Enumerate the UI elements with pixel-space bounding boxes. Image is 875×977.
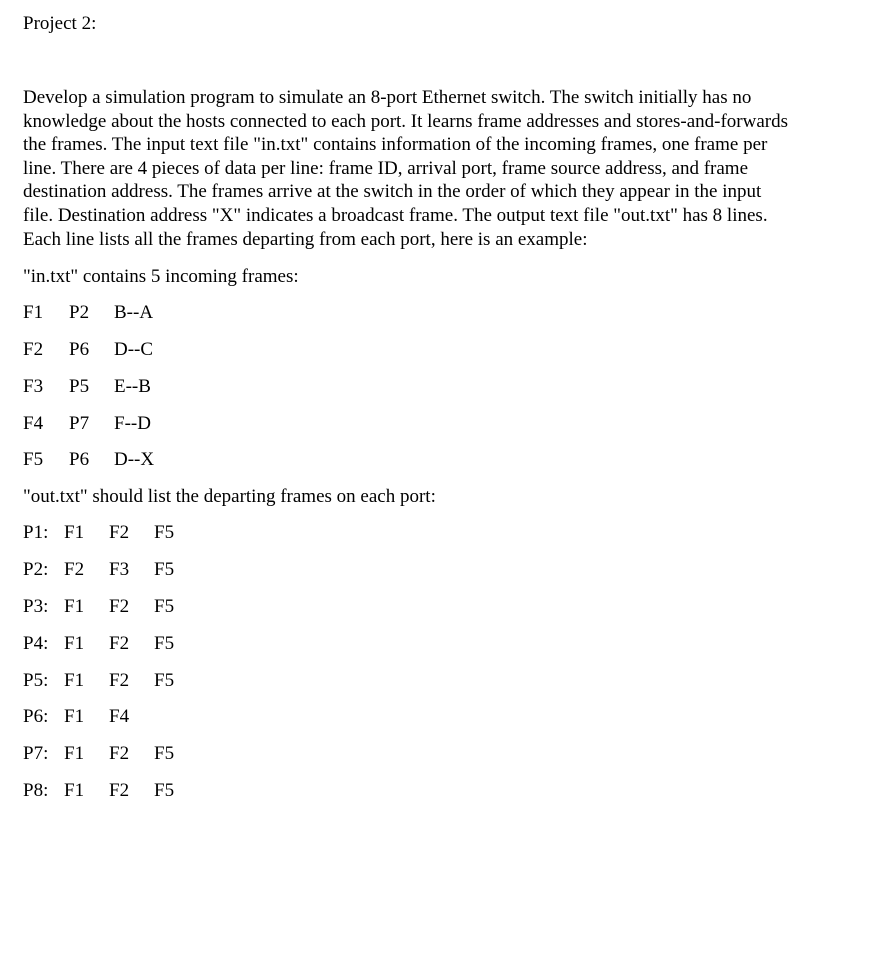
arrival-port: P7 [69, 412, 90, 434]
departing-frame: F1 [64, 522, 85, 544]
departing-frame: F5 [154, 595, 175, 617]
departing-frame: F5 [154, 522, 175, 544]
input-caption: "in.txt" contains 5 incoming frames: [23, 266, 299, 288]
departing-frame: F5 [154, 779, 175, 801]
input-frame-row [23, 301, 793, 325]
frame-addresses: B--A [114, 302, 154, 324]
departing-frame: F4 [109, 706, 130, 728]
input-frame-row [23, 375, 793, 399]
departing-frame: F2 [109, 743, 130, 765]
output-port-list [23, 521, 793, 803]
port-label: P5: [23, 669, 49, 691]
arrival-port: P6 [69, 449, 90, 471]
input-frame-row [23, 338, 793, 362]
output-port-row [23, 705, 793, 729]
departing-frame: F2 [109, 779, 130, 801]
frame-id: F2 [23, 338, 44, 360]
input-frame-list [23, 301, 793, 472]
input-frame-row [23, 412, 793, 436]
intro-paragraph: Develop a simulation program to simulate an 8-port Ethernet switch. The switch initially has no knowledge about the hosts connected to each port. It learns frame addresses and stores-and-forwards the frames. The input text file "in.txt" contains information of the incoming frames, one frame per line. There are 4 pieces of data per line: frame ID, arrival port, frame source address, and frame destination address. The frames arrive at the switch in the order of which they appear in the input file. Destination address "X" indicates a broadcast frame. The output text file "out.txt" has 8 lines. Each line lists all the frames departing from each port, here is an example: [23, 87, 789, 250]
arrival-port: P6 [69, 338, 90, 360]
input-frame-row [23, 448, 793, 472]
port-label: P2: [23, 559, 49, 581]
frame-id: F3 [23, 375, 44, 397]
port-label: P8: [23, 779, 49, 801]
output-port-row [23, 669, 793, 693]
output-port-row [23, 742, 793, 766]
port-label: P7: [23, 743, 49, 765]
departing-frame: F2 [64, 559, 85, 581]
departing-frame: F1 [64, 669, 85, 691]
port-label: P3: [23, 595, 49, 617]
port-label: P1: [23, 522, 49, 544]
arrival-port: P5 [69, 375, 90, 397]
output-port-row [23, 779, 793, 803]
output-port-row [23, 558, 793, 582]
output-caption: "out.txt" should list the departing frames on each port: [23, 486, 436, 508]
departing-frame: F5 [154, 669, 175, 691]
port-label: P6: [23, 706, 49, 728]
departing-frame: F2 [109, 595, 130, 617]
departing-frame: F3 [109, 559, 130, 581]
departing-frame: F2 [109, 669, 130, 691]
departing-frame: F1 [64, 779, 85, 801]
frame-addresses: D--C [114, 338, 154, 360]
departing-frame: F1 [64, 632, 85, 654]
departing-frame: F1 [64, 743, 85, 765]
departing-frame: F1 [64, 595, 85, 617]
output-port-row [23, 595, 793, 619]
departing-frame: F2 [109, 522, 130, 544]
departing-frame: F1 [64, 706, 85, 728]
frame-addresses: D--X [114, 449, 155, 471]
frame-id: F4 [23, 412, 44, 434]
output-port-row [23, 632, 793, 656]
document-page [23, 12, 793, 803]
departing-frame: F5 [154, 559, 175, 581]
page-title: Project 2: [23, 13, 97, 34]
output-port-row [23, 521, 793, 545]
arrival-port: P2 [69, 302, 90, 324]
departing-frame: F5 [154, 743, 175, 765]
frame-addresses: F--D [114, 412, 151, 434]
departing-frame: F5 [154, 632, 175, 654]
frame-id: F1 [23, 302, 44, 324]
frame-id: F5 [23, 449, 44, 471]
port-label: P4: [23, 632, 49, 654]
departing-frame: F2 [109, 632, 130, 654]
frame-addresses: E--B [114, 375, 151, 397]
